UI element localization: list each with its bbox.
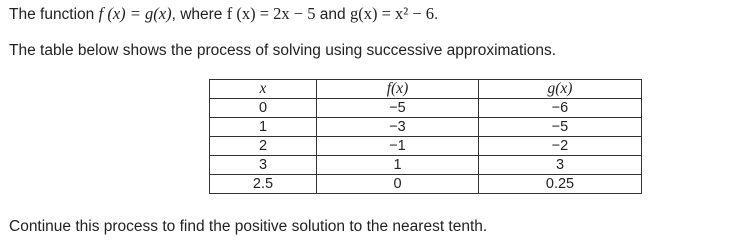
cell-f: −5	[317, 99, 479, 118]
equation-f-equals-g: f (x) = g(x)	[98, 4, 172, 23]
intro-prefix: The function	[9, 6, 99, 23]
intro-where: , where	[171, 6, 227, 23]
cell-x: 0	[210, 99, 317, 118]
intro-period: .	[434, 6, 439, 23]
cell-g: 3	[479, 156, 642, 175]
header-g: g(x)	[479, 80, 642, 99]
cell-g: −5	[479, 118, 642, 137]
table-row	[210, 137, 642, 156]
cell-x: 2	[210, 137, 317, 156]
table-row	[210, 175, 642, 194]
table-row	[210, 156, 642, 175]
closing-instruction: Continue this process to find the positive solution to the nearest tenth.	[9, 218, 488, 235]
f-definition: f (x) = 2x − 5	[226, 4, 316, 23]
cell-x: 1	[210, 118, 317, 137]
cell-g: −2	[479, 137, 642, 156]
table-description: The table below shows the process of solving using successive approximations.	[9, 42, 557, 59]
cell-f: −1	[317, 137, 479, 156]
table-header-row	[210, 80, 642, 99]
cell-g: −6	[479, 99, 642, 118]
problem-statement	[9, 4, 438, 25]
cell-x: 3	[210, 156, 317, 175]
intro-and: and	[315, 6, 350, 23]
cell-f: −3	[317, 118, 479, 137]
table-row	[210, 99, 642, 118]
cell-f: 0	[317, 175, 479, 194]
g-definition: g(x) = x² − 6	[349, 4, 434, 23]
approximation-table	[209, 79, 642, 194]
cell-g: 0.25	[479, 175, 642, 194]
header-f: f(x)	[317, 80, 479, 99]
header-x: x	[210, 80, 317, 99]
table-row	[210, 118, 642, 137]
cell-x: 2.5	[210, 175, 317, 194]
cell-f: 1	[317, 156, 479, 175]
